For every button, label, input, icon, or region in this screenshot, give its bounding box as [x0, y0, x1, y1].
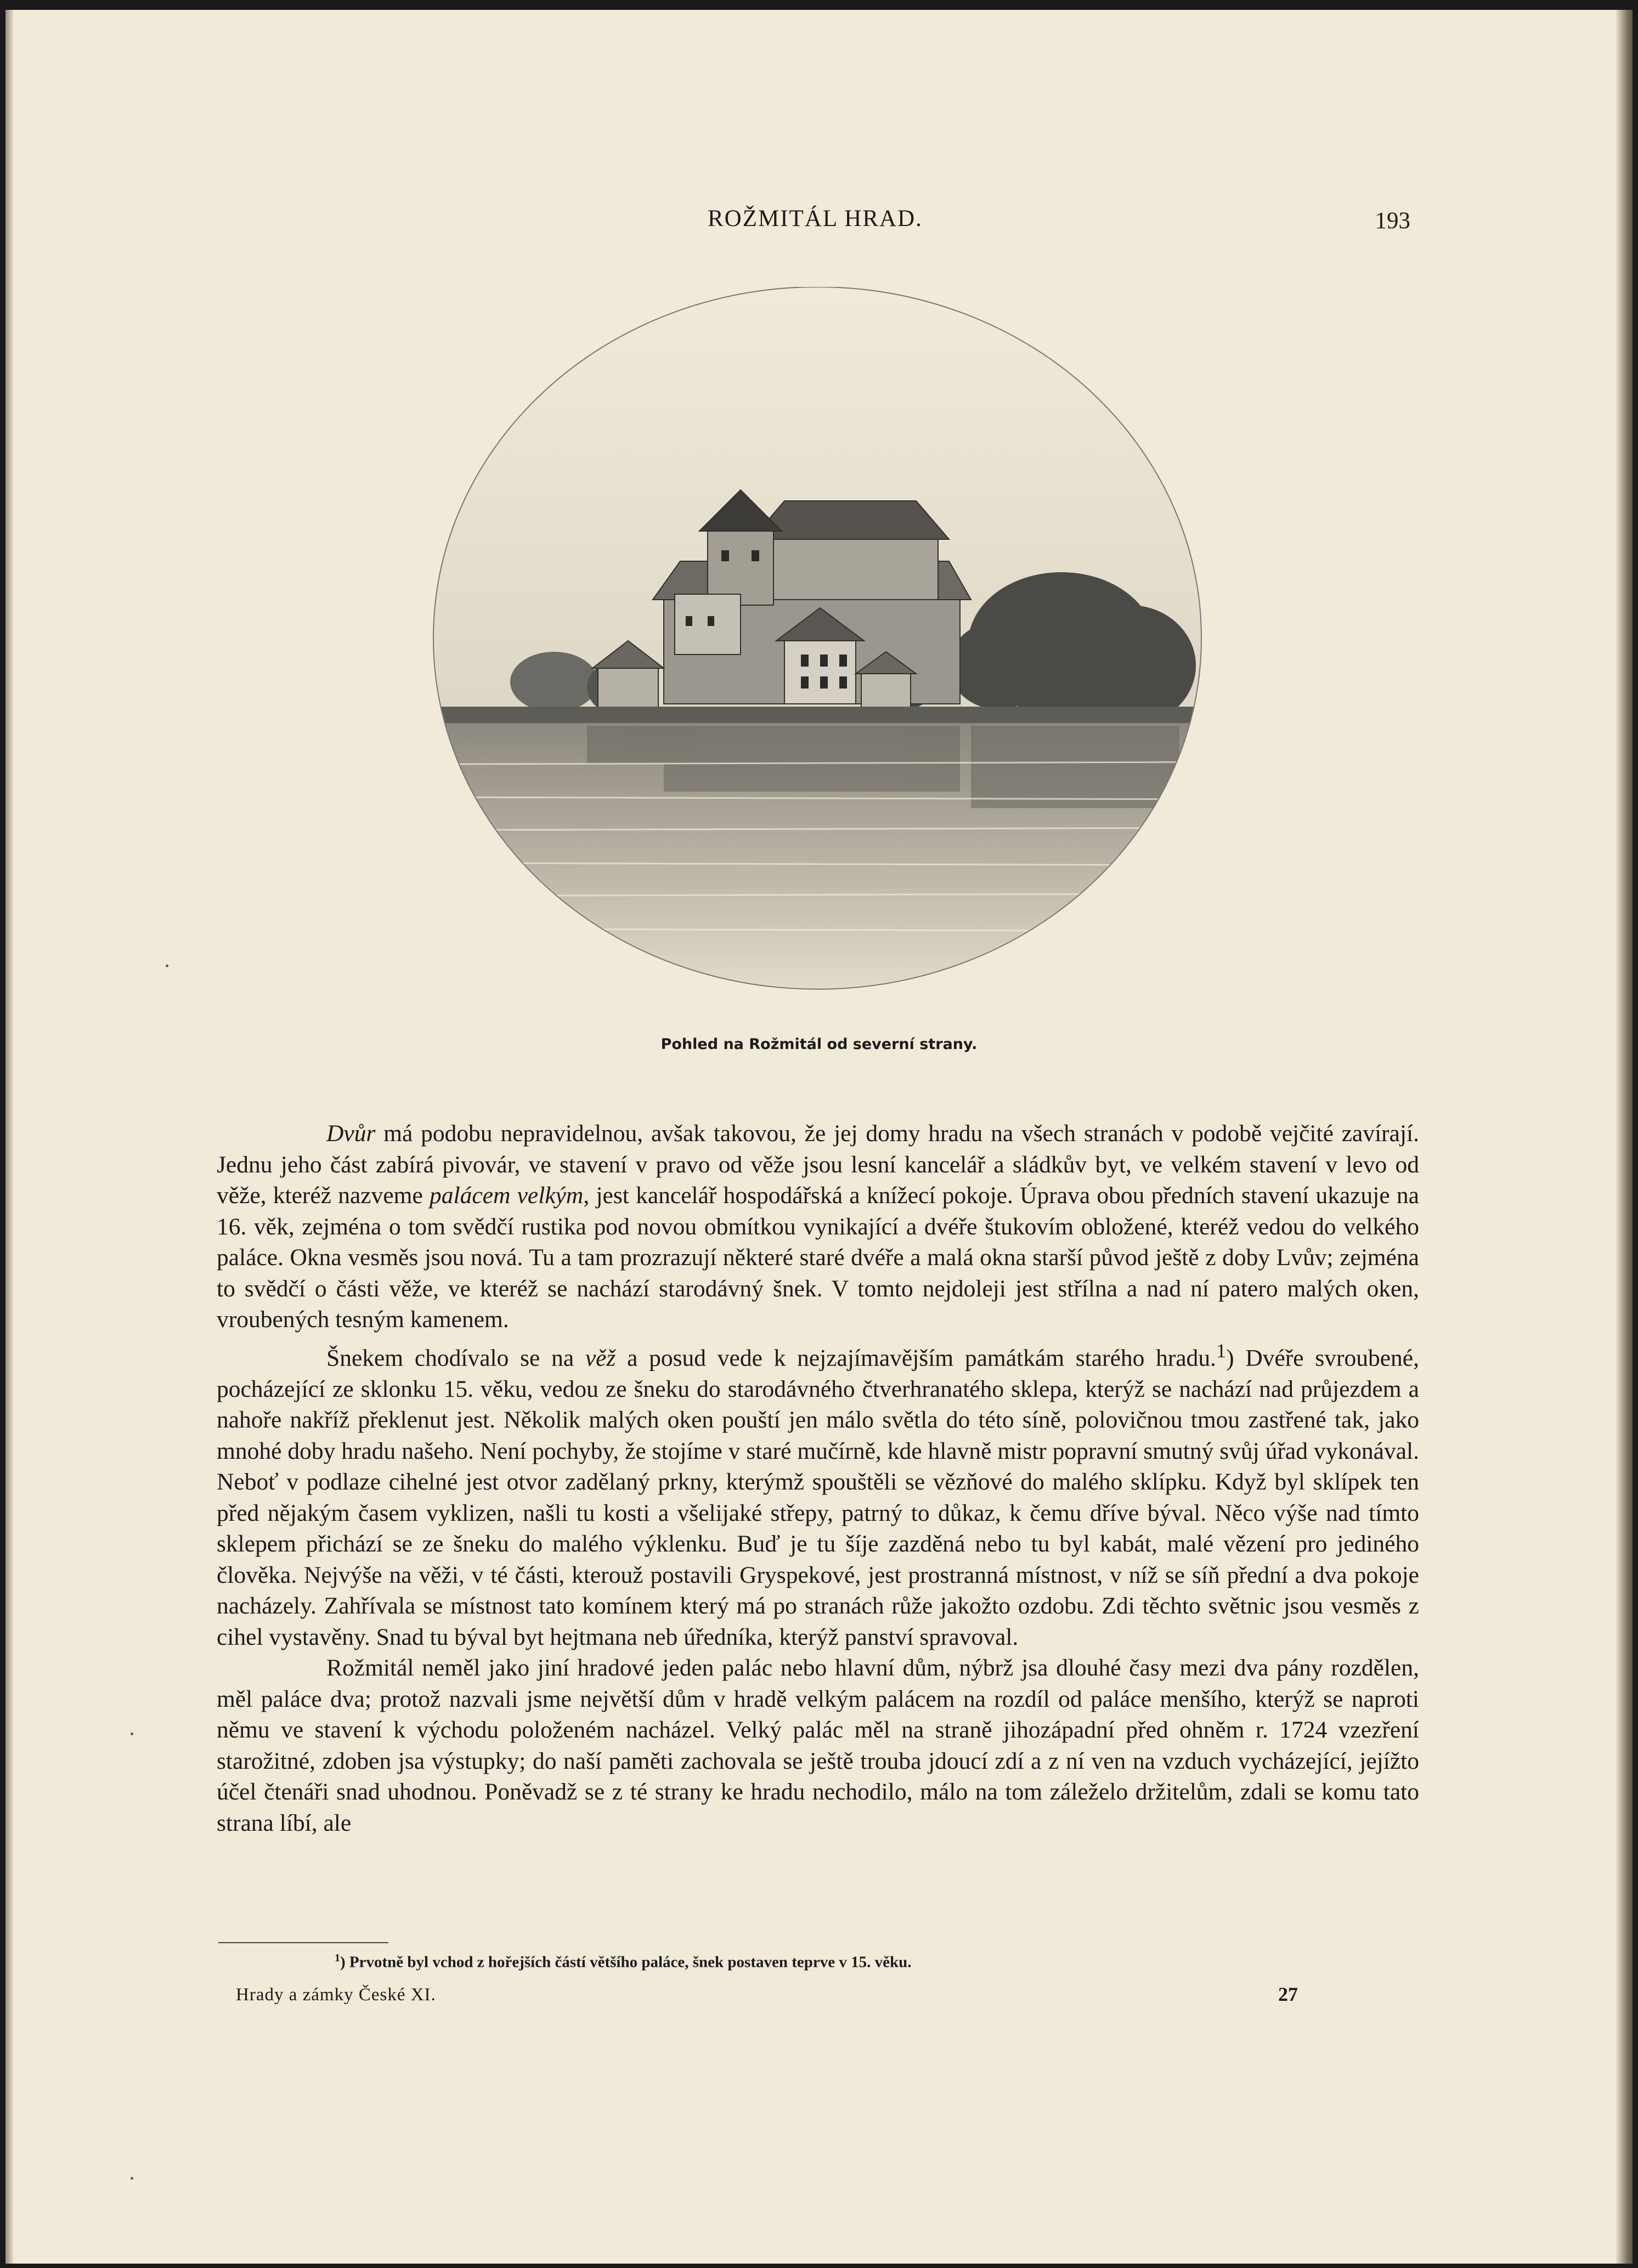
paper-speck [166, 964, 168, 967]
sheet-number: 27 [1278, 1983, 1298, 2005]
page-left-edge [5, 10, 13, 2264]
paragraph-3: Rožmitál neměl jako jiní hradové jeden palác nebo hlavní dům, nýbrž jsa dlouhé časy mezi dva pány rozdělen, měl paláce dva; protož nazvali jsme největší dům v hradě velkým palácem na rozdíl od paláce menšího, kterýž se naproti němu ve stavení k východu položeném nacházel. Velký palác měl na straně jihozápadní před ohněm r. 1724 vzezření starožitné, zdoben jsa výstupky; do naší paměti zachovala se ještě trouba jdoucí zdí a z ní ven na vzduch vycházející, jejížto účel čtenáři snad uhodnou. Poněvadž se z té strany ke hradu nechodilo, málo na tom záleželo držitelům, zdali se komu tato strana líbí, ale [217, 1655, 1419, 1836]
footnote-marker: 1 [335, 1952, 340, 1964]
footnote-text: ) Prvotně byl vchod z hořejších částí většího paláce, šnek postaven teprve v 15. věku. [340, 1953, 912, 1971]
paragraph-2: Šnekem chodívalo se na věž a posud vede k nejzajímavějším památkám starého hradu.$^1$) Dvéře svroubené, pocházející ze sklonku 15. věku, vedou ze šneku do starodávného čtverhranatého sklepa, kterýž se nachází nad průjezdem a nahoře nakříž překlenut jest. Několik malých oken pouští jen málo světla do této síně, polovičnou tmou zastřené tak, jako mnohé doby hradu našeho. Není pochyby, že stojíme v staré mučírně, kde hlavně mistr popravní smutný svůj úřad vykonával. Neboť v podlaze cihelné jest otvor zadělaný prkny, kterýmž spouštěli se vězňové do malého sklípku. Když byl sklípek ten před nějakým časem vyklizen, našli tu kosti a všelijaké střepy, patrný to důkaz, k čemu dříve býval. Něco výše nad tímto sklepem přichází se ze šneku do malého výklenku. Buď je tu šíje zazděná nebo tu byl kabát, malé vězení pro jediného člověka. Nejvýše na věži, v té části, kterouž postavili Gryspekové, jest prostranná místnost, v níž se síň přední a dva pokoje nacházely. Zahřívala se místnost tato komínem který má po stranách růže jakožto ozdobu. Zdi těchto světnic jsou vesměs z cihel vystavěny. Snad tu býval byt hejtmana neb úředníka, kterýž panství spravoval. [217, 1339, 1419, 1650]
page-number: 193 [1375, 208, 1410, 234]
footnote-ref: 1 [1216, 1339, 1227, 1362]
book-page [5, 10, 1633, 2264]
running-title: ROŽMITÁL HRAD. [708, 206, 923, 232]
body-text [217, 1118, 1419, 1838]
footnote [335, 1952, 912, 1972]
illustration-caption: Pohled na Rožmitál od severní strany. [660, 1036, 978, 1053]
book-title-footer: Hrady a zámky České XI. [236, 1985, 436, 2005]
emphasis-tower: věž [585, 1345, 616, 1371]
emphasis-palace: palácem velkým [430, 1182, 584, 1209]
page-right-edge [1616, 10, 1633, 2264]
shore [422, 707, 1212, 723]
castle-engraving [422, 287, 1212, 1000]
emphasis-dvur: Dvůr [326, 1120, 376, 1147]
paragraph-1: Dvůr má podobu nepravidelnou, avšak takovou, že jej domy hradu na všech stranách v podobě vejčité zavírají. Jednu jeho část zabírá pivovár, ve stavení v pravo od věže jsou lesní kancelář a sládkův byt, ve velkém stavení v levo od věže, kteréž nazveme palácem velkým, jest kancelář hospodářská a knížecí pokoje. Úprava obou předních stavení ukazuje na 16. věk, zejména o tom svědčí rustika pod novou obmítkou vynikající a dvéře štukovím obložené, kteréž vedou do velkého paláce. Okna vesměs jsou nová. Tu a tam prozrazují některé staré dvéře a malá okna starší původ ještě z doby Lvův; zejména to svědčí o části věže, ve kteréž se nachází starodávný šnek. V tomto nejdoleji jest střílna a nad ní patero malých oken, vroubených tesným kamenem. [217, 1120, 1419, 1333]
paper-speck [131, 2177, 133, 2180]
footnote-divider [218, 1942, 388, 1943]
paper-speck [131, 1733, 133, 1735]
